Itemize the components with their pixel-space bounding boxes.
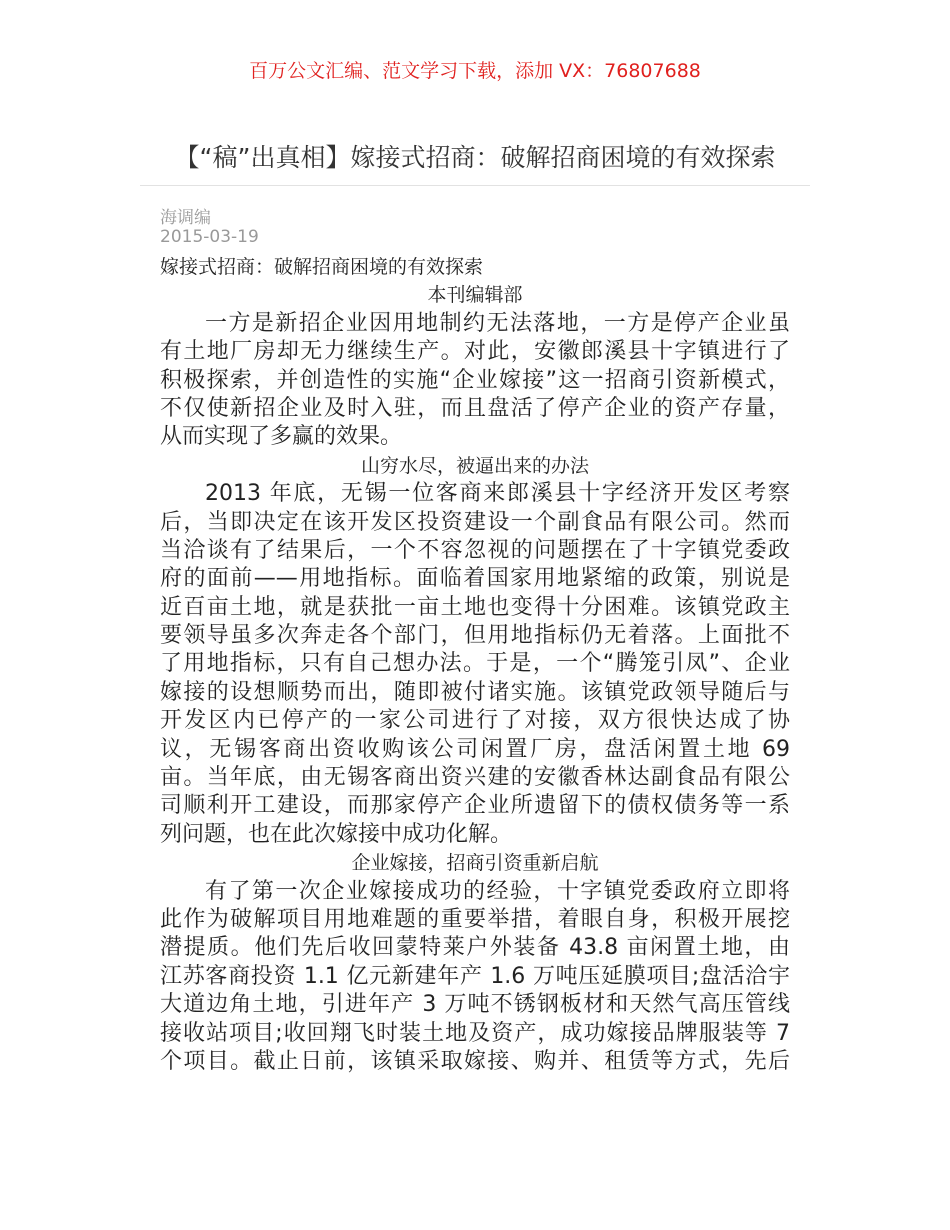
paragraph-line: 个项目。截止日前，该镇采取嫁接、购并、租赁等方式，先后	[160, 1048, 790, 1074]
paragraph-line: 要领导虽多次奔走各个部门，但用地指标仍无着落。上面批不	[160, 623, 790, 649]
section-heading-2: 企业嫁接，招商引资重新启航	[351, 852, 599, 875]
paragraph-line: 不仅使新招企业及时入驻，而且盘活了停产企业的资产存量，	[160, 395, 790, 421]
paragraph-line: 了用地指标，只有自己想办法。于是，一个“腾笼引凤”、企业	[160, 651, 790, 677]
paragraph-line: 有土地厂房却无力继续生产。对此，安徽郎溪县十字镇进行了	[160, 339, 790, 365]
paragraph-line: 后，当即决定在该开发区投资建设一个副食品有限公司。然而	[160, 509, 790, 535]
paragraph-line: 亩。当年底，由无锡客商出资兴建的安徽香林达副食品有限公	[160, 765, 790, 791]
paragraph-line: 有了第一次企业嫁接成功的经验，十字镇党委政府立即将	[205, 878, 790, 904]
paragraph-line: 司顺利开工建设，而那家停产企业所遗留下的债权债务等一系	[160, 793, 790, 819]
article-title: 【“稿”出真相】嫁接式招商：破解招商困境的有效探索	[174, 143, 776, 172]
paragraph-line: 议，无锡客商出资收购该公司闲置厂房，盘活闲置土地 69	[160, 736, 790, 762]
paragraph-line: 江苏客商投资 1.1 亿元新建年产 1.6 万吨压延膜项目;盘活洽宇	[160, 963, 790, 989]
article-body	[160, 253, 790, 1076]
paragraph-line: 接收站项目;收回翔飞时装土地及资产，成功嫁接品牌服装等 7	[160, 1020, 790, 1046]
watermark-banner: 百万公文汇编、范文学习下载，添加 VX：76807688	[249, 60, 701, 82]
paragraph-line: 积极探索，并创造性的实施“企业嫁接”这一招商引资新模式，	[160, 367, 791, 393]
paragraph-line: 潜提质。他们先后收回蒙特莱户外装备 43.8 亩闲置土地，由	[160, 935, 790, 961]
paragraph-line: 嫁接的设想顺势而出，随即被付诸实施。该镇党政领导随后与	[160, 679, 790, 705]
author: 海调编	[160, 208, 211, 228]
paragraph-line: 当洽谈有了结果后，一个不容忽视的问题摆在了十字镇党委政	[160, 537, 790, 563]
paragraph-line: 从而实现了多赢的效果。	[160, 424, 403, 450]
paragraph-line: 一方是新招企业因用地制约无法落地，一方是停产企业虽	[205, 310, 790, 336]
divider	[140, 185, 810, 186]
paragraph-line: 此作为破解项目用地难题的重要举措，着眼自身，积极开展挖	[160, 906, 790, 932]
paragraph-line: 府的面前——用地指标。面临着国家用地紧缩的政策，别说是	[160, 566, 790, 592]
paragraph-line: 近百亩土地，就是获批一亩土地也变得十分困难。该镇党政主	[160, 594, 790, 620]
paragraph-1	[160, 310, 790, 452]
byline: 本刊编辑部	[427, 284, 523, 307]
publish-date: 2015-03-19	[160, 227, 259, 247]
paragraph-3	[160, 878, 790, 1077]
paragraph-2	[160, 480, 790, 849]
article-subtitle: 嫁接式招商：破解招商困境的有效探索	[160, 256, 484, 278]
paragraph-line: 大道边角土地，引进年产 3 万吨不锈钢板材和天然气高压管线	[160, 992, 790, 1018]
section-heading-1: 山穷水尽，被逼出来的办法	[360, 454, 589, 477]
paragraph-line: 列问题，也在此次嫁接中成功化解。	[160, 821, 513, 847]
paragraph-line: 2013 年底，无锡一位客商来郎溪县十字经济开发区考察	[205, 481, 790, 507]
paragraph-line: 开发区内已停产的一家公司进行了对接，双方很快达成了协	[160, 708, 790, 734]
